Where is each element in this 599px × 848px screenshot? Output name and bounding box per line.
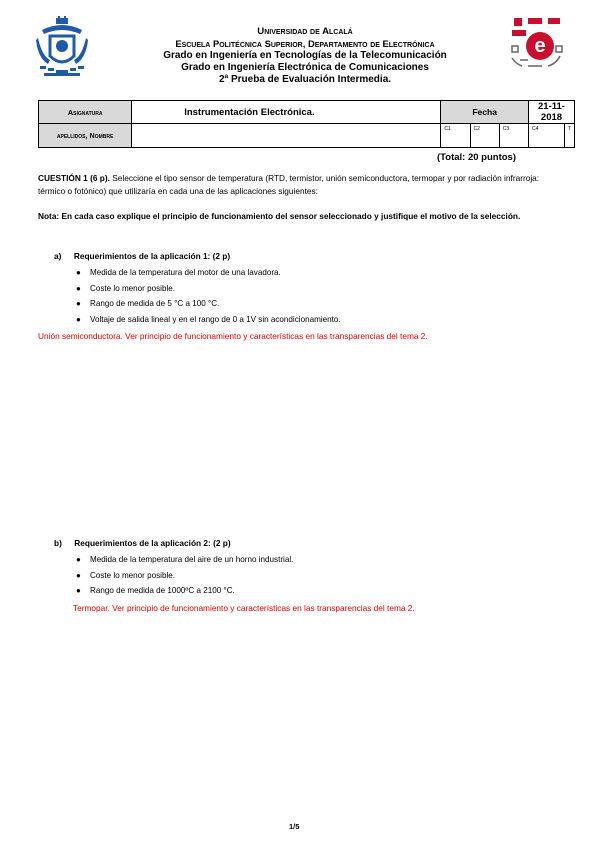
question-text: Seleccione el tipo sensor de temperatura (RTD, termistor, unión semiconductora, termopar y por radiación infrarroja: térmico o fotónico) que utilizaría en cada una de las aplicaciones siguientes: (38, 173, 540, 196)
school-name: Escuela Politécnica Superior, Departamento de Electrónica (175, 38, 435, 49)
score-c1: C1 (441, 124, 470, 148)
question-note: Nota: En cada caso explique el principio de funcionamiento del sensor seleccionado y justifique el motivo de la selección. (38, 211, 521, 221)
application-a-letter: a) (54, 251, 62, 261)
university-name: Universidad de Alcalá (257, 26, 353, 37)
score-c4: C4 (528, 124, 564, 148)
application-b-letter: b) (54, 538, 62, 548)
application-a-requirements (76, 265, 554, 327)
application-b-requirements (76, 552, 554, 599)
date-label: Fecha (441, 101, 529, 124)
list-item: ● Medida de la temperatura del aire de un horno industrial. (76, 555, 294, 564)
application-b-answer: Termopar. Ver principio de funcionamiento y características en las transparencias del tema 2. (73, 603, 415, 613)
total-points: (Total: 20 puntos) (437, 152, 516, 163)
score-c3: C3 (499, 124, 528, 148)
degree-electronics: Grado en Ingeniería Electrónica de Comunicaciones (181, 62, 429, 73)
university-crest-logo (36, 16, 88, 78)
name-field[interactable] (132, 124, 441, 148)
application-a (54, 248, 554, 327)
subject-label: Asignatura (39, 101, 132, 124)
page-number: 1/5 (289, 822, 300, 831)
list-item: ● Voltaje de salida lineal y en el rango de 0 a 1V sin acondicionamiento. (76, 314, 341, 324)
degree-telecom: Grado en Ingeniería en Tecnologías de la Telecomunicación (163, 50, 447, 61)
department-e-logo (508, 16, 564, 72)
application-b-title: Requerimientos de la aplicación 2: (2 p) (74, 538, 231, 548)
score-total: T (564, 124, 574, 148)
application-a-title: Requerimientos de la aplicación 1: (2 p) (73, 251, 231, 261)
question-label: CUESTIÓN 1 (6 p). (38, 173, 110, 183)
document-header (120, 26, 490, 86)
application-a-answer: Unión semiconductora. Ver principio de funcionamiento y características en las transparencias del tema 2. (38, 331, 428, 341)
svg-text:e: e (534, 35, 546, 57)
list-item: ● Rango de medida de 1000ºC a 2100 °C. (76, 586, 235, 595)
list-item: ● Rango de medida de 5 °C a 100 °C. (76, 299, 220, 308)
date-value: 21-11-2018 (528, 101, 574, 124)
name-label: apellidos, Nombre (39, 124, 132, 148)
list-item: ● Coste lo menor posible. (76, 570, 176, 580)
exam-info-table (38, 100, 575, 148)
score-c2: C2 (470, 124, 499, 148)
exam-title: 2ª Prueba de Evaluación Intermedia. (218, 74, 392, 85)
list-item: ● Coste lo menor posible. (76, 283, 176, 293)
application-b (54, 535, 554, 599)
question-1 (38, 172, 560, 198)
subject-value: Instrumentación Electrónica. (132, 101, 441, 124)
list-item: ● Medida de la temperatura del motor de una lavadora. (76, 268, 281, 277)
